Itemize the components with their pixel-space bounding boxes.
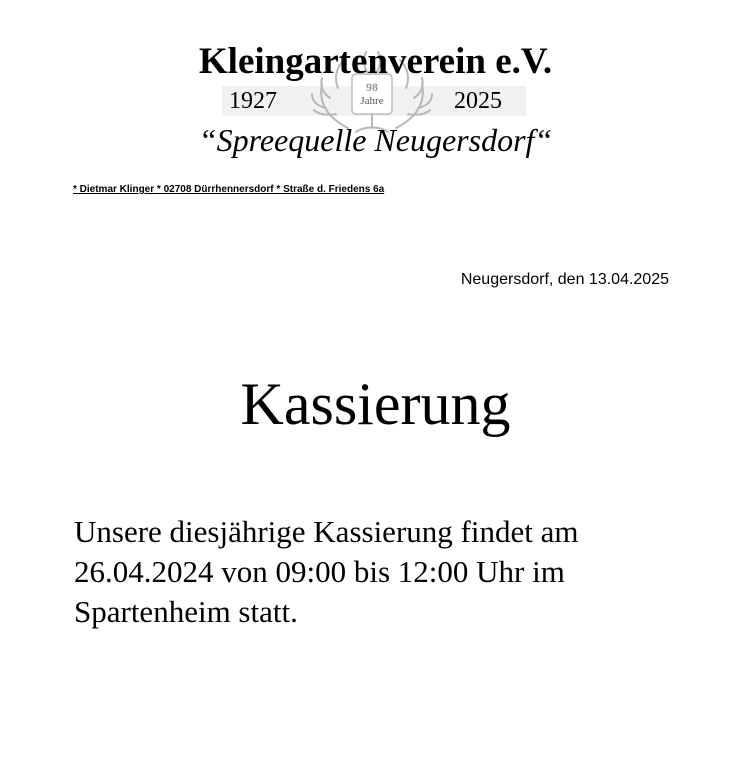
year-founded: 1927 — [229, 88, 277, 114]
club-name: Kleingartenverein e.V. — [198, 41, 553, 82]
club-subtitle: “Spreequelle Neugersdorf“ — [198, 122, 553, 158]
emblem-word: Jahre — [360, 95, 384, 107]
letterhead — [0, 0, 751, 170]
place-date: Neugersdorf, den 13.04.2025 — [460, 271, 669, 288]
letter-title: Kassierung — [240, 371, 511, 437]
emblem-number: 98 — [366, 80, 378, 94]
letter-body: Unsere diesjährige Kassierung findet am 26.04.2024 von 09:00 bis 12:00 Uhr im Spartenheim statt. — [74, 514, 579, 629]
sender-address-line: * Dietmar Klinger * 02708 Dürrhennersdorf * Straße d. Friedens 6a — [73, 184, 385, 195]
year-current: 2025 — [454, 88, 502, 114]
